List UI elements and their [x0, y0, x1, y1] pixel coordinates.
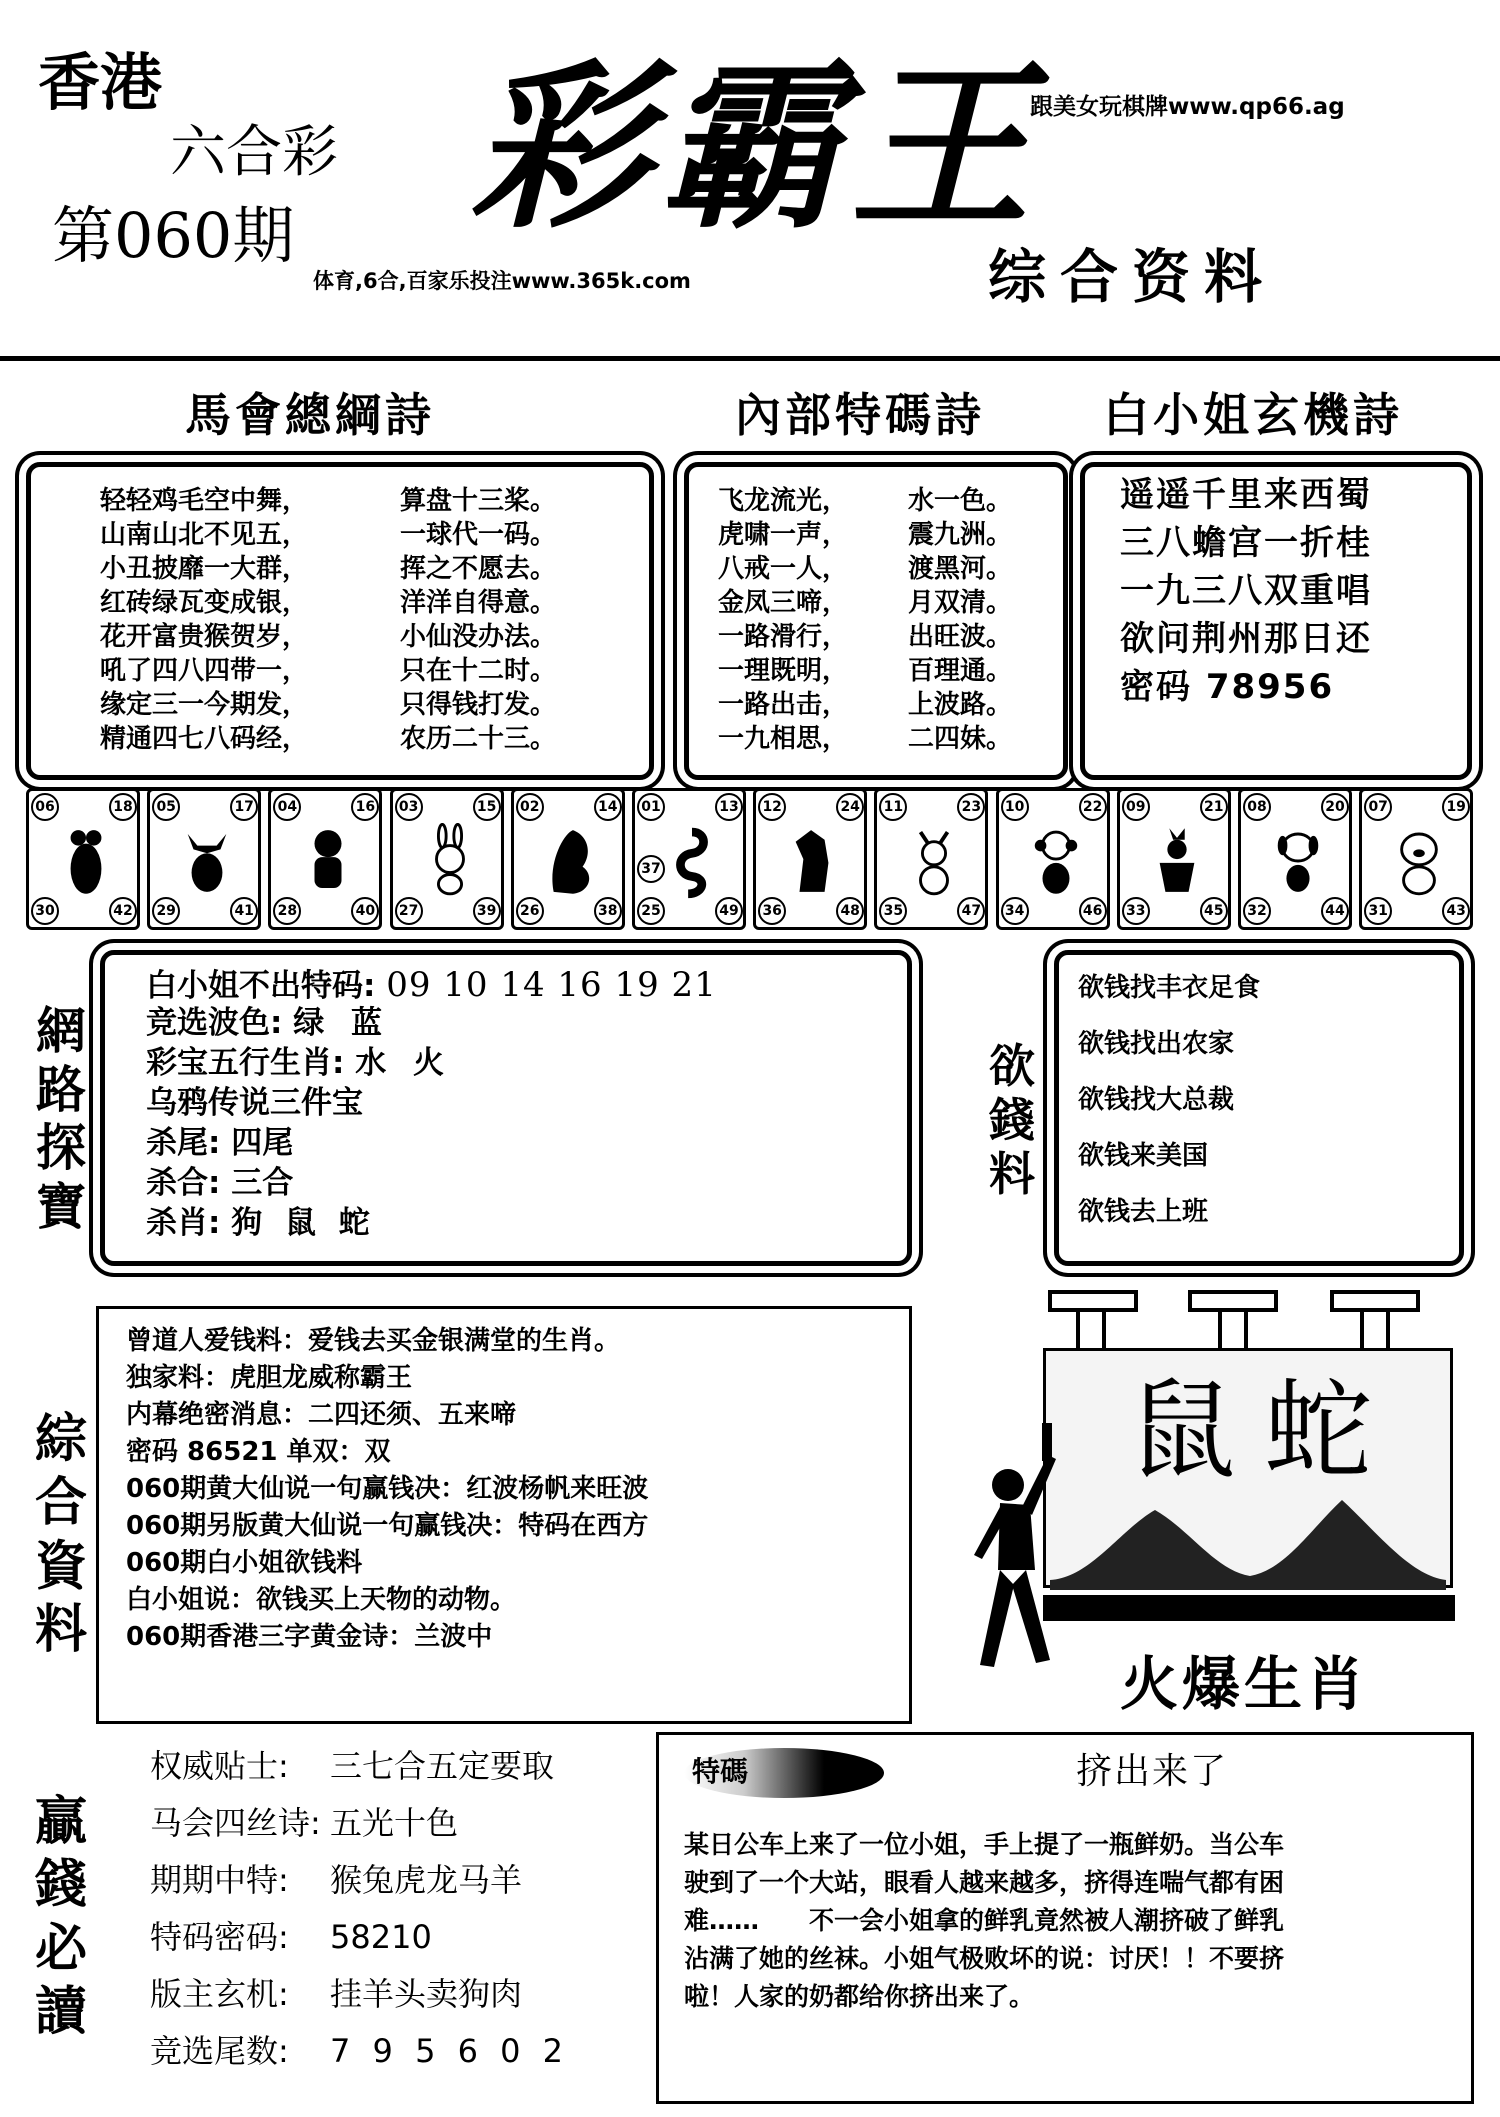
- poem-title-mahui: 馬會總綱詩: [185, 388, 435, 442]
- zodiac-cell: [147, 788, 261, 930]
- rabbit-icon: [423, 823, 477, 899]
- pig-icon: [1392, 823, 1446, 899]
- poem-line: 一路滑行， 出旺波。: [718, 622, 1013, 652]
- zodiac-number-ball: 06: [31, 793, 59, 821]
- zodiac-number-ball: 15: [473, 793, 501, 821]
- zonghe-item: 密码 86521 单双：双: [126, 1437, 391, 1467]
- zonghe-side-label: 綜合資料: [34, 1409, 87, 1661]
- brand-line1: 香港: [38, 46, 163, 119]
- mouse-icon: [59, 823, 113, 899]
- header-subtitle: 综合资料: [988, 243, 1277, 311]
- zodiac-number-ball: 10: [1001, 793, 1029, 821]
- poem-line: 八戒一人， 渡黑河。: [718, 554, 1013, 584]
- poem-neibu-lines: [718, 488, 1058, 760]
- header-divider: [0, 356, 1500, 361]
- yuqian-item: 欲钱找大总裁: [1078, 1085, 1235, 1115]
- zodiac-number-ball: 43: [1442, 897, 1470, 925]
- billboard-cap-3: [1330, 1290, 1420, 1312]
- poem-line: 一路出击， 上波路。: [718, 690, 1013, 720]
- yingqian-item: 版主玄机: 挂羊头卖狗肉: [150, 1975, 523, 2013]
- story-line: 啦！人家的奶都给你挤出来了。: [684, 1982, 1035, 2011]
- yingqian-list: [150, 1747, 570, 2092]
- zodiac-number-ball: 40: [351, 897, 379, 925]
- story-body: [684, 1832, 1284, 2022]
- billboard-post-3: [1360, 1312, 1390, 1350]
- poem-mahui-lines: [100, 488, 620, 760]
- wanglu-item: 白小姐不出特码: 09 10 14 16 19 21: [146, 965, 717, 1005]
- yingqian-side-label: 贏錢必讀: [34, 1791, 87, 2043]
- zodiac-number-ball: 09: [1122, 793, 1150, 821]
- zodiac-number-ball: 39: [473, 897, 501, 925]
- poem-baixiaojie-lines: [1120, 475, 1372, 718]
- poem-line: 红砖绿瓦变成银， 洋洋自得意。: [100, 588, 557, 618]
- tiger-icon: [301, 823, 355, 899]
- zodiac-number-ball: 14: [594, 793, 622, 821]
- painter-figure-icon: [960, 1395, 1080, 1685]
- goat-icon: [907, 823, 961, 899]
- zodiac-number-ball: 45: [1200, 897, 1228, 925]
- zodiac-number-ball: 01: [637, 793, 665, 821]
- billboard-base: [1043, 1595, 1455, 1621]
- zodiac-number-ball: 21: [1200, 793, 1228, 821]
- zonghe-item: 060期另版黄大仙说一句赢钱决：特码在西方: [126, 1511, 649, 1541]
- yingqian-item: 期期中特: 猴兔虎龙马羊: [150, 1861, 523, 1899]
- zodiac-number-ball: 24: [836, 793, 864, 821]
- zodiac-cell: [753, 788, 867, 930]
- poem-line: 缘定三一今期发， 只得钱打发。: [100, 690, 557, 720]
- wanglu-item: 杀尾: 四尾: [146, 1125, 294, 1161]
- zodiac-number-ball: 08: [1243, 793, 1271, 821]
- yingqian-item: 特码密码: 58210: [150, 1918, 432, 1956]
- zodiac-cell: [390, 788, 504, 930]
- zodiac-number-ball: 42: [109, 897, 137, 925]
- story-title: 挤出来了: [1076, 1751, 1229, 1792]
- yuqian-side-label: 欲錢料: [989, 1039, 1035, 1201]
- sponsor-link-qp66[interactable]: 跟美女玩棋牌www.qp66.ag: [1030, 94, 1345, 120]
- zodiac-number-ball: 46: [1079, 897, 1107, 925]
- zodiac-number-ball: 27: [395, 897, 423, 925]
- zodiac-cell: [632, 788, 746, 930]
- zodiac-cell: [874, 788, 988, 930]
- story-line: 沾满了她的丝袜。小姐气极败坏的说：讨厌！！不要挤: [684, 1944, 1285, 1973]
- zodiac-number-ball: 34: [1001, 897, 1029, 925]
- poem-line: 轻轻鸡毛空中舞， 算盘十三桨。: [100, 486, 557, 516]
- zodiac-number-ball: 33: [1122, 897, 1150, 925]
- zodiac-number-ball: 48: [836, 897, 864, 925]
- zodiac-number-ball: 22: [1079, 793, 1107, 821]
- zodiac-number-ball: 18: [109, 793, 137, 821]
- zodiac-number-ball: 25: [637, 897, 665, 925]
- zodiac-number-ball: 49: [715, 897, 743, 925]
- billboard-post-2: [1218, 1312, 1248, 1350]
- yuqian-item: 欲钱找出农家: [1078, 1029, 1235, 1059]
- yuqian-item: 欲钱来美国: [1078, 1141, 1209, 1171]
- story-line: 难…… 不一会小姐拿的鲜乳竟然被人潮挤破了鲜乳: [684, 1906, 1285, 1935]
- wanglu-item: 彩宝五行生肖: 水 火: [146, 1045, 452, 1081]
- zodiac-number-ball: 17: [230, 793, 258, 821]
- zodiac-cell: [268, 788, 382, 930]
- poem-line: 飞龙流光， 水一色。: [718, 486, 1013, 516]
- billboard: [1040, 1290, 1460, 1630]
- poem-line: 一九相思， 二四妹。: [718, 724, 1013, 754]
- billboard-cap-1: [1048, 1290, 1138, 1312]
- brand-line2: 六合彩: [170, 120, 338, 185]
- poem-line: 山南山北不见五， 一球代一码。: [100, 520, 557, 550]
- zonghe-item: 曾道人爱钱料：爱钱去买金银满堂的生肖。: [126, 1326, 621, 1356]
- wanglu-item: 杀肖: 狗 鼠 蛇: [146, 1205, 376, 1241]
- poem-line: 吼了四八四带一， 只在十二时。: [100, 656, 557, 686]
- zonghe-item: 白小姐说：欲钱买上天物的动物。: [126, 1585, 517, 1615]
- snake-icon: [665, 823, 719, 899]
- poem-line: 一九三八双重唱: [1120, 571, 1372, 611]
- yuqian-item: 欲钱去上班: [1078, 1197, 1209, 1227]
- poem-line: 花开富贵猴贺岁， 小仙没办法。: [100, 622, 557, 652]
- zodiac-number-ball: 38: [594, 897, 622, 925]
- poem-line: 金凤三啼， 月双清。: [718, 588, 1013, 618]
- yingqian-item: 马会四丝诗: 五光十色: [150, 1804, 459, 1842]
- zodiac-cell: [996, 788, 1110, 930]
- zonghe-item: 内幕绝密消息：二四还须、五来啼: [126, 1400, 517, 1430]
- zodiac-number-ball: 02: [516, 793, 544, 821]
- zodiac-number-ball: 20: [1321, 793, 1349, 821]
- zodiac-cell: [511, 788, 625, 930]
- dog-icon: [1271, 823, 1325, 899]
- zodiac-number-ball: 23: [957, 793, 985, 821]
- yuqian-item: 欲钱找丰衣足食: [1078, 973, 1261, 1003]
- zodiac-number-ball: 04: [273, 793, 301, 821]
- poem-line: 欲问荆州那日还: [1120, 619, 1372, 659]
- issue-number: 第060期: [52, 199, 295, 272]
- zodiac-number-ball: 19: [1442, 793, 1470, 821]
- ox-icon: [180, 823, 234, 899]
- poem-title-neibu: 內部特碼詩: [735, 388, 985, 442]
- zodiac-number-ball: 30: [31, 897, 59, 925]
- rooster-icon: [1150, 823, 1204, 899]
- poem-title-baixiaojie: 白小姐玄機詩: [1103, 388, 1403, 442]
- billboard-text: 鼠蛇: [1128, 1369, 1401, 1494]
- yingqian-item: 权威贴士: 三七合五定要取: [150, 1747, 555, 1785]
- wanglu-item: 乌鸦传说三件宝: [146, 1085, 363, 1121]
- zodiac-number-ball: 03: [395, 793, 423, 821]
- zodiac-number-ball: 35: [879, 897, 907, 925]
- zodiac-number-ball: 07: [1364, 793, 1392, 821]
- poem-line: 遥遥千里来西蜀: [1120, 475, 1372, 515]
- zodiac-cell: [1117, 788, 1231, 930]
- sponsor-link-365k[interactable]: 体育,6合,百家乐投注www.365k.com: [313, 269, 691, 293]
- zodiac-number-ball: 11: [879, 793, 907, 821]
- zonghe-item: 060期白小姐欲钱料: [126, 1548, 363, 1578]
- zodiac-number-ball: 32: [1243, 897, 1271, 925]
- zodiac-number-ball: 05: [152, 793, 180, 821]
- zodiac-cell: [1359, 788, 1473, 930]
- zodiac-number-ball: 16: [351, 793, 379, 821]
- zodiac-number-ball: 26: [516, 897, 544, 925]
- story-line: 某日公车上来了一位小姐，手上提了一瓶鲜奶。当公车: [684, 1830, 1285, 1859]
- zodiac-number-ball: 31: [1364, 897, 1392, 925]
- billboard-caption: 火爆生肖: [1120, 1650, 1369, 1718]
- zodiac-number-ball: 12: [758, 793, 786, 821]
- main-title: 彩霸王: [470, 42, 1041, 253]
- zodiac-number-ball: 41: [230, 897, 258, 925]
- monkey-icon: [1029, 823, 1083, 899]
- zodiac-number-ball: 44: [1321, 897, 1349, 925]
- billboard-post-1: [1076, 1312, 1106, 1350]
- zodiac-number-ball: 37: [637, 855, 665, 883]
- zonghe-item: 060期香港三字黄金诗：兰波中: [126, 1622, 493, 1652]
- zonghe-list: [126, 1328, 648, 1661]
- zodiac-cell: [26, 788, 140, 930]
- zodiac-number-ball: 29: [152, 897, 180, 925]
- wanglu-list: [146, 965, 717, 1248]
- poem-line: 虎啸一声， 震九洲。: [718, 520, 1013, 550]
- poem-line: 小丑披靡一大群， 挥之不愿去。: [100, 554, 557, 584]
- billboard-cap-2: [1188, 1290, 1278, 1312]
- zonghe-item: 060期黄大仙说一句赢钱决：红波杨帆来旺波: [126, 1474, 649, 1504]
- poem-line: 精通四七八码经， 农历二十三。: [100, 724, 557, 754]
- poem-line: 三八蟾宫一折桂: [1120, 523, 1372, 563]
- mountain-graphic: [1050, 1490, 1446, 1590]
- yuqian-list: [1078, 975, 1260, 1255]
- zonghe-item: 独家料：虎胆龙威称霸王: [126, 1363, 413, 1393]
- story-line: 驶到了一个大站，眼看人越来越多，挤得连喘气都有困: [684, 1868, 1285, 1897]
- zodiac-number-ball: 13: [715, 793, 743, 821]
- story-badge-text: 特碼: [692, 1755, 749, 1788]
- dragon-icon: [544, 823, 598, 899]
- poem-line: 一理既明， 百理通。: [718, 656, 1013, 686]
- zodiac-number-ball: 28: [273, 897, 301, 925]
- zodiac-cell: [1238, 788, 1352, 930]
- zodiac-number-ball: 47: [957, 897, 985, 925]
- zodiac-number-ball: 36: [758, 897, 786, 925]
- yingqian-item: 竞选尾数: 7 9 5 6 0 2: [150, 2032, 570, 2070]
- wanglu-side-label: 網路探寶: [36, 1001, 86, 1236]
- wanglu-item: 杀合: 三合: [146, 1165, 294, 1201]
- wanglu-item: 竞选波色: 绿 蓝: [146, 1005, 390, 1041]
- horse-icon: [786, 823, 840, 899]
- poem-line: 密码 78956: [1120, 667, 1335, 707]
